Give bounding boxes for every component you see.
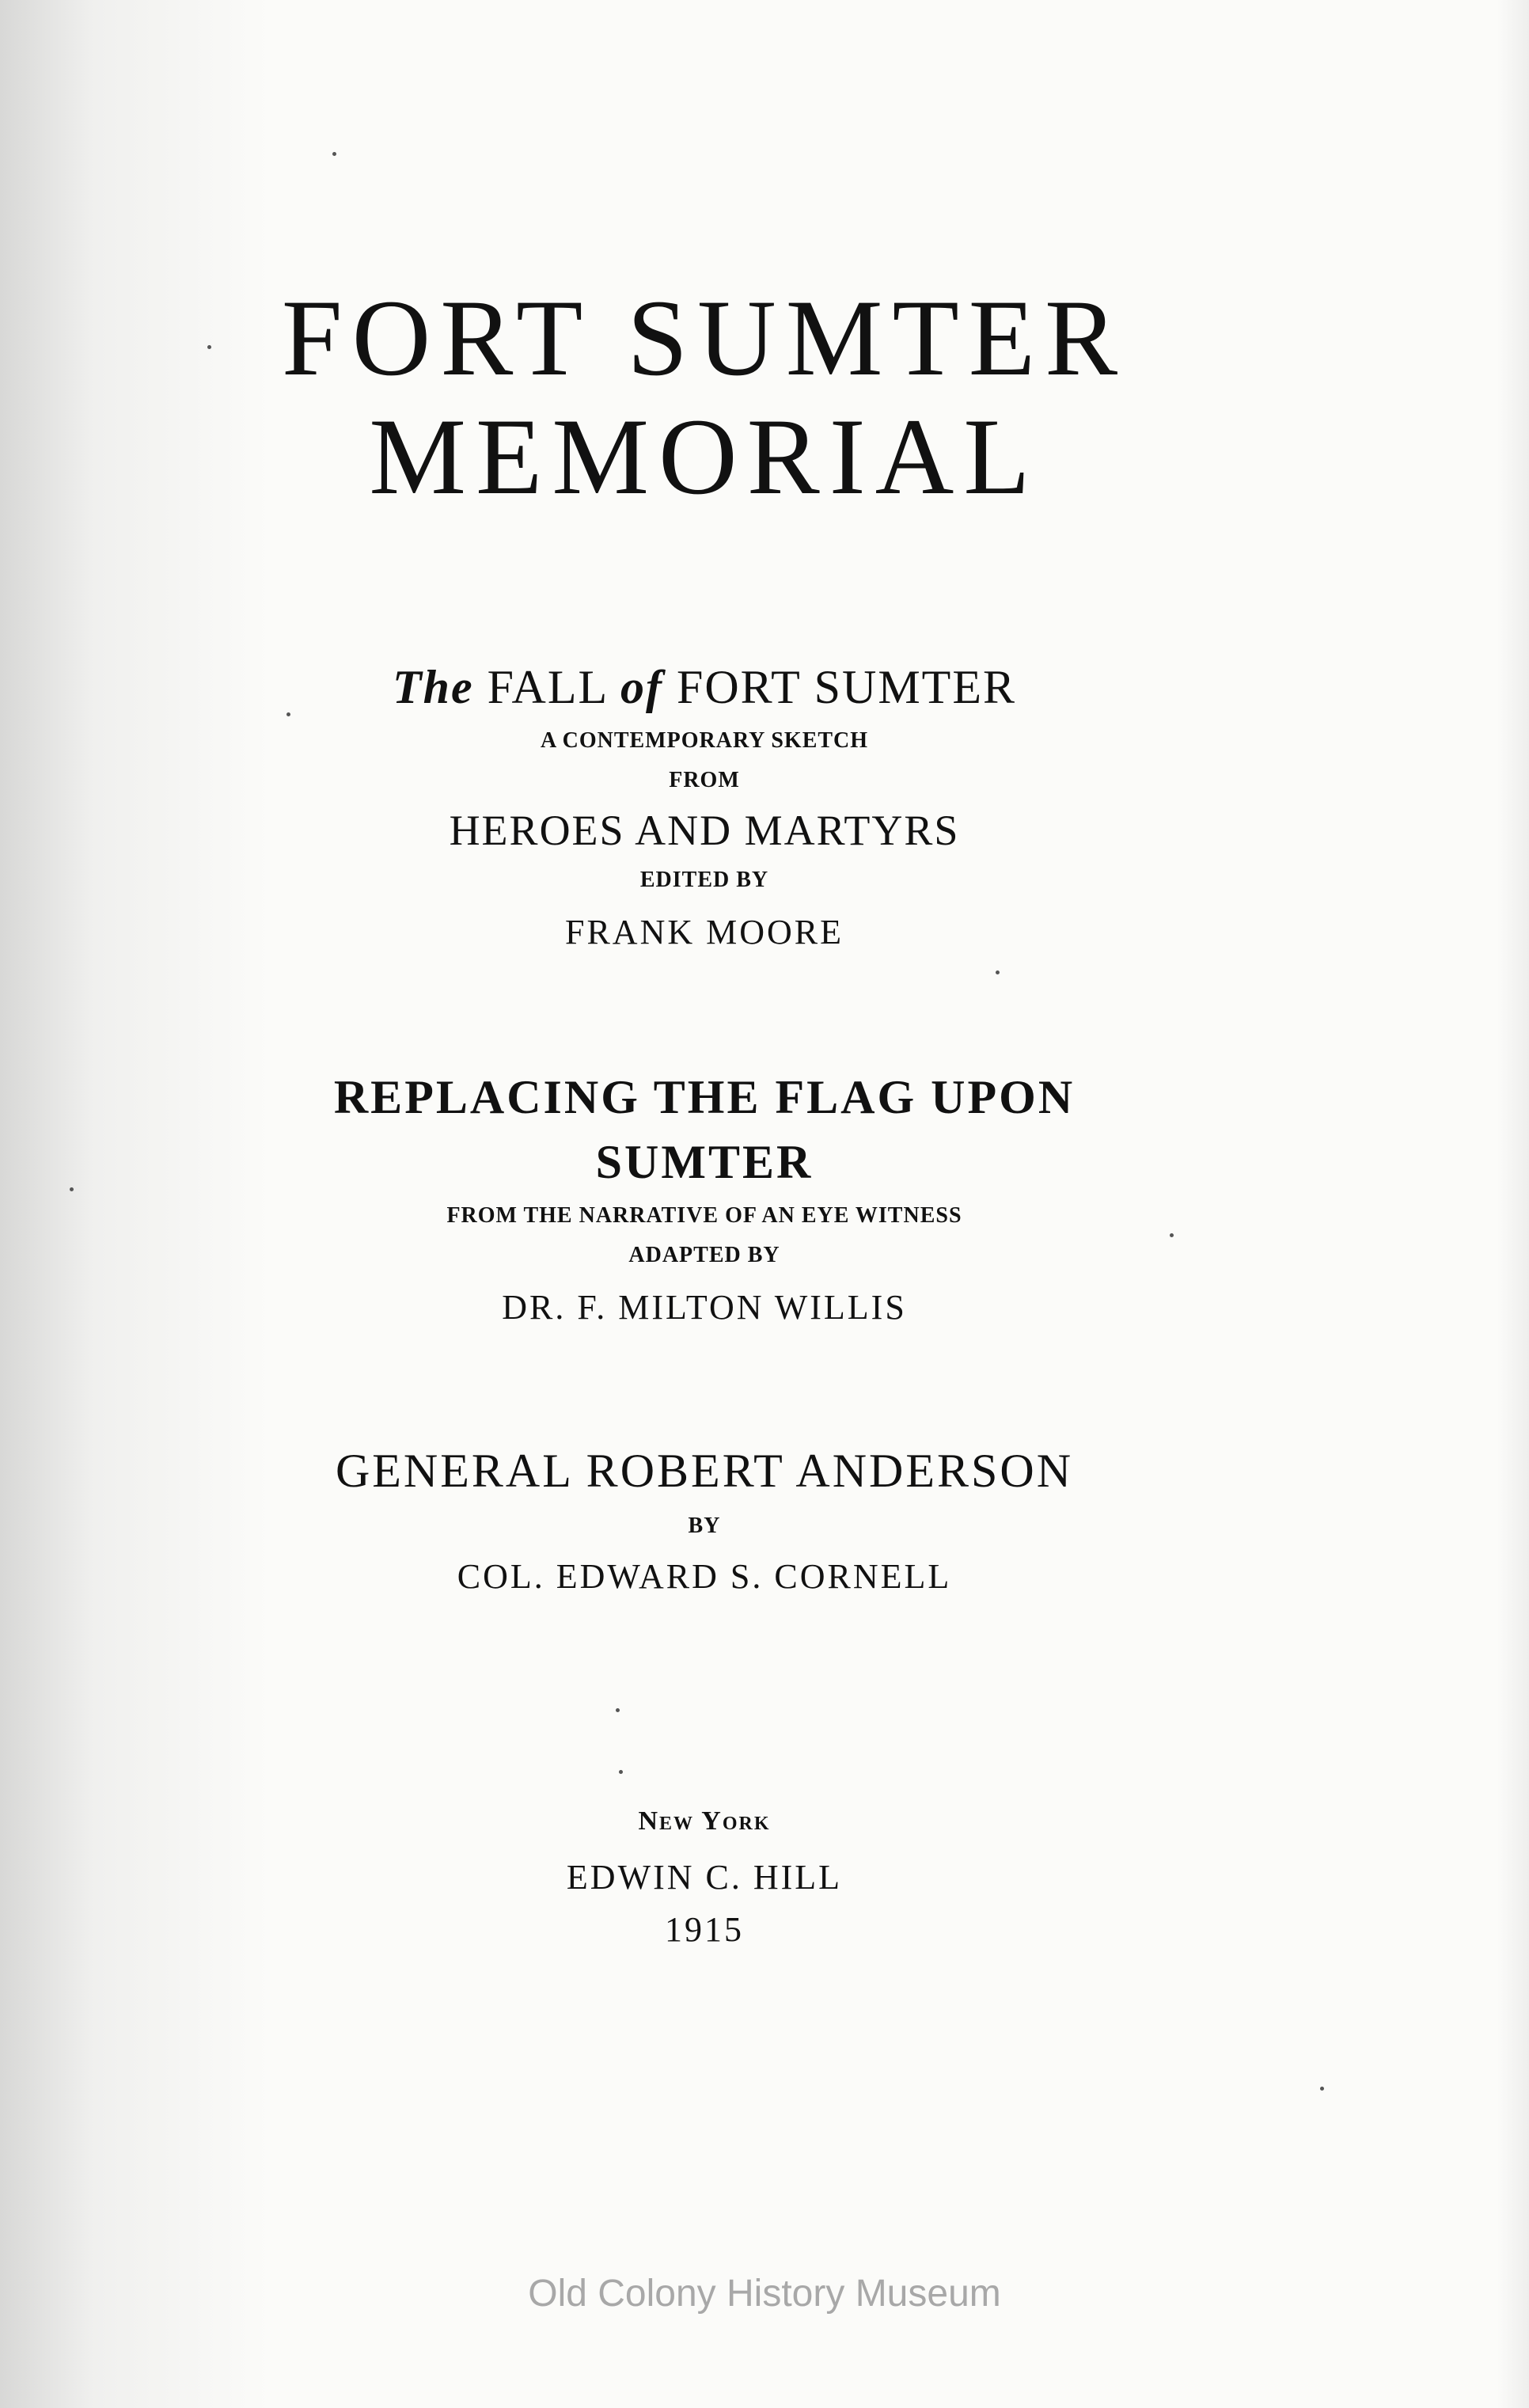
section2-heading-line-2: SUMTER [595, 1136, 814, 1188]
page-edge [1497, 0, 1529, 2408]
imprint-year: 1915 [665, 1910, 744, 1949]
section1-edited-by: EDITED BY [639, 868, 769, 892]
title-line-1: FORT SUMTER [281, 277, 1128, 398]
section1-fort-sumter: FORT SUMTER [676, 661, 1017, 713]
section2-adapted-by: ADAPTED BY [628, 1243, 780, 1267]
imprint-publisher: EDWIN C. HILL [566, 1858, 843, 1897]
section1-subtitle: A CONTEMPORARY SKETCH [540, 728, 869, 753]
imprint-city: New York [638, 1806, 771, 1836]
section3-author: COL. EDWARD S. CORNELL [457, 1557, 952, 1596]
section3-heading: GENERAL ROBERT ANDERSON [335, 1445, 1074, 1497]
section1-of: of [620, 661, 663, 713]
section1-heading [0, 663, 1409, 711]
paper-speck [996, 970, 1000, 974]
paper-speck [1170, 1233, 1174, 1237]
paper-speck [70, 1187, 74, 1191]
paper-speck [1320, 2087, 1324, 2091]
section1-the: The [392, 661, 474, 713]
section1-fall: FALL [487, 661, 607, 713]
section2-subtitle: FROM THE NARRATIVE OF AN EYE WITNESS [446, 1203, 962, 1228]
paper-speck [616, 1708, 620, 1712]
museum-watermark: Old Colony History Museum [528, 2273, 1001, 2315]
section2-author: DR. F. MILTON WILLIS [502, 1288, 907, 1327]
section1-source: HEROES AND MARTYRS [449, 807, 960, 854]
title-line-2: MEMORIAL [369, 396, 1040, 517]
section1-editor: FRANK MOORE [564, 913, 844, 951]
paper-speck [619, 1770, 623, 1774]
paper-speck [332, 152, 336, 156]
section3-by: BY [688, 1514, 721, 1538]
paper-speck [207, 345, 211, 349]
section1-from: FROM [669, 768, 740, 792]
paper-speck [286, 712, 290, 716]
section2-heading-line-1: REPLACING THE FLAG UPON [333, 1071, 1076, 1123]
